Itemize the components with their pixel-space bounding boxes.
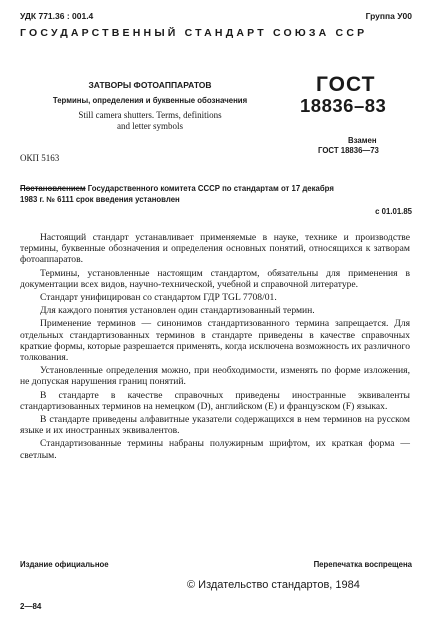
body-paragraph: Стандарт унифицирован со стандартом ГДР TGL 7708/01. xyxy=(40,292,277,304)
decree-struck-word: Постановлением xyxy=(20,184,86,193)
decree-text xyxy=(20,183,412,205)
title-en-line1: Still camera shutters. Terms, definitions xyxy=(78,110,222,120)
body-paragraph: Настоящий стандарт устанавливает применяемые в науке, технике и производстве термины, буквенные обозначения и определения основных понятий, относящихся к затворам фотоаппаратов. xyxy=(20,232,410,266)
udk-code: УДК 771.36 : 001.4 xyxy=(20,11,94,21)
subtitle-ru: Термины, определения и буквенные обозначения xyxy=(52,96,248,105)
body-paragraph: В стандарте в качестве справочных приведены иностранные эквиваленты стандартизованных терминов на немецком (D), английском (E) и французском (F) языках. xyxy=(20,389,410,412)
reprint-prohibited-label: Перепечатка воспрещена xyxy=(313,560,412,569)
decree-line2: 1983 г. № 6111 срок введения установлен xyxy=(20,195,180,204)
official-edition-label: Издание официальное xyxy=(20,560,109,569)
title-ru: ЗАТВОРЫ ФОТОАППАРАТОВ xyxy=(88,80,212,90)
effective-date: с 01.01.85 xyxy=(375,207,412,216)
body-text xyxy=(20,232,410,463)
gost-number: 18836–83 xyxy=(300,95,387,116)
state-standard-heading: ГОСУДАРСТВЕННЫЙ СТАНДАРТ СОЮЗА ССР xyxy=(20,27,368,39)
body-paragraph: Для каждого понятия установлен один стандартизованный термин. xyxy=(40,305,315,317)
body-paragraph: Установленные определения можно, при необходимости, изменять по форме изложения, не допуская нарушения границ понятий. xyxy=(20,365,410,388)
body-paragraph: Стандартизованные термины набраны полужирным шрифтом, их краткая форма — светлым. xyxy=(20,438,410,461)
decree-line1-rest: Государственного комитета СССР по стандартам от 17 декабря xyxy=(85,184,334,193)
gost-label: ГОСТ xyxy=(316,73,376,96)
title-en-line2: and letter symbols xyxy=(117,121,183,131)
page-code: 2—84 xyxy=(20,602,42,611)
body-paragraph: В стандарте приведены алфавитные указатели содержащихся в нем терминов на русском языке и их иностранных эквивалентов. xyxy=(20,414,410,437)
group-code: Группа У00 xyxy=(365,11,412,21)
okp-code: ОКП 5163 xyxy=(20,153,60,163)
body-paragraph: Применение терминов — синонимов стандартизованного термина запрещается. Для отдельных стандартизованных терминов в стандарте приведены в качестве справочных краткие формы, которые разрешается применять, когда исключена возможность их различного толкования. xyxy=(20,318,410,364)
replaced-label: Взамен xyxy=(348,136,377,145)
body-paragraph: Термины, установленные настоящим стандартом, обязательны для применения в документации всех видов, научно-технической, учебной и справочной литературе. xyxy=(20,267,410,290)
copyright-notice: © Издательство стандартов, 1984 xyxy=(187,579,360,591)
title-en xyxy=(0,110,300,132)
replaced-number: ГОСТ 18836—73 xyxy=(318,146,379,155)
